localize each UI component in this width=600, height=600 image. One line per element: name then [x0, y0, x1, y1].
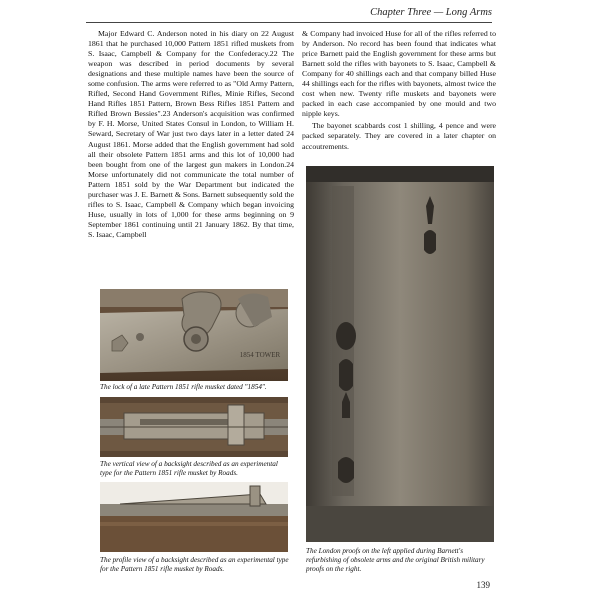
running-head: Chapter Three — Long Arms	[370, 7, 492, 18]
right-column-text	[302, 29, 496, 152]
header-rule	[86, 22, 492, 23]
body-paragraph: & Company had invoiced Huse for all of the rifles referred to by Anderson. No record has been found that indicates what price Barnett paid the English government for these arms but Barnett sold the rifles with bayonets to S. Isaac, Campbell & Company for 40 shillings each and that company billed Huse 44 shillings each for the rifles with bayonets, almost twice the cost when new. Twenty rifle muskets and bayonets were packed in each case accompanied by one mould and two nipple keys.	[302, 29, 496, 119]
body-paragraph: The bayonet scabbards cost 1 shilling, 4 pence and were packed separately. They are covered in a later chapter on accoutrements.	[302, 121, 496, 151]
backsight-vertical-caption: The vertical view of a backsight described as an experimental type for the Pattern 1851 rifle musket by Roads.	[100, 460, 278, 477]
proofs-caption: The London proofs on the left applied during Barnett's refurbishing of obsolete arms and the original British military proofs on the right.	[306, 547, 485, 573]
lock-engraving: 1854 TOWER	[239, 351, 281, 359]
book-page	[80, 0, 500, 600]
backsight-vertical-photo	[100, 397, 288, 457]
body-paragraph: Major Edward C. Anderson noted in his diary on 22 August 1861 that he purchased 10,000 Pattern 1851 rifled muskets from S. Isaac, Campbell & Company for the Confederacy.22 The weapon was described in period documents by several designations and these multiple names have been the source of some confusion. The arms were referred to as "Old Army Pattern, Rifled, Second Hand Government Rifles, Minie Rifles, Second Hand Rifles 1851 Pattern, Brown Bess Rifles 1851 Pattern and Rifled Brown Bessies".23 Anderson's acquisition was confirmed by F. H. Morse, United States Consul in London, to William H. Seward, Secretary of War just two days later in a letter dated 24 August 1861. Morse added that the English government had sold all their obsolete Pattern 1851 arms and this lot of 10,000 had been bought from one of the largest gun makers in London.24 Morse unfortunately did not communicate the total number of Pattern 1851 sold by the War Department but indicated the purchaser was J. E. Barnett & Sons. Barnett subsequently sold the rifles to S. Isaac, Campbell & Company which began invoicing Huse, usually in lots of 1,000 for these arms beginning on 9 September 1861 continuing until 21 January 1862. By that time, S. Isaac, Campbell	[88, 29, 294, 239]
lock-photo	[100, 289, 288, 381]
left-column	[88, 29, 294, 240]
lock-caption: The lock of a late Pattern 1851 rifle musket dated "1854".	[100, 383, 267, 391]
backsight-profile-caption: The profile view of a backsight described as an experimental type for the Pattern 1851 rifle musket by Roads.	[100, 556, 289, 573]
backsight-profile-photo	[100, 482, 288, 552]
proofs-photo	[306, 166, 494, 542]
page-number: 139	[476, 580, 490, 590]
